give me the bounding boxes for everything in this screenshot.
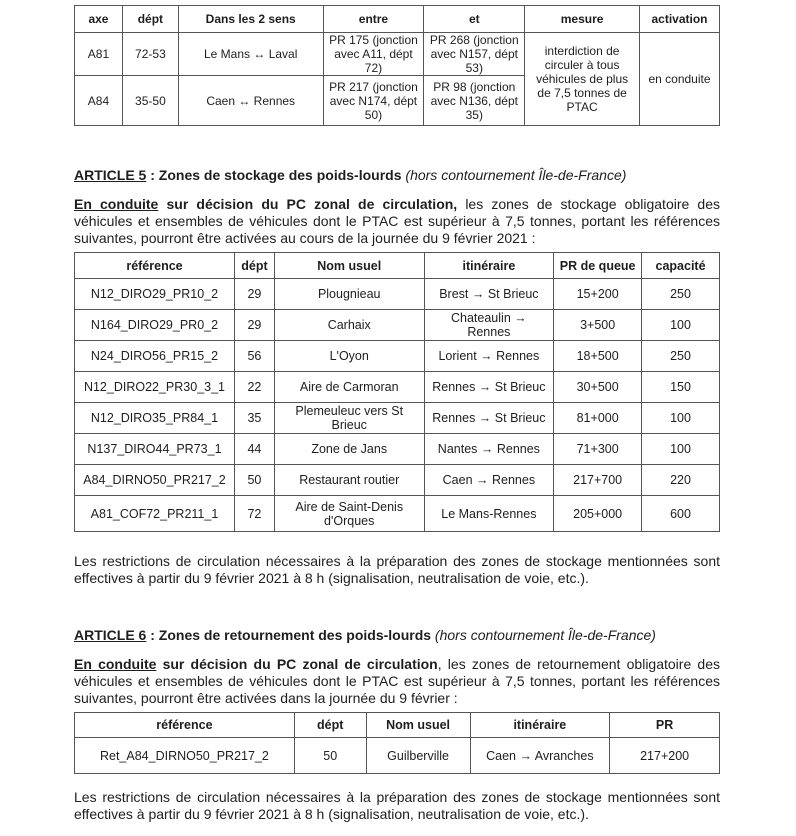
column-header: PR de queue <box>554 253 642 279</box>
cell-reference: N12_DIRO35_PR84_1 <box>75 403 235 434</box>
cell-capacite: 220 <box>642 465 720 496</box>
cell-reference: Ret_A84_DIRNO50_PR217_2 <box>75 738 295 774</box>
cell-nom: L'Oyon <box>274 341 424 372</box>
column-header: et <box>424 6 525 33</box>
cell-itineraire: Rennes → St Brieuc <box>424 403 554 434</box>
table-row <box>75 372 720 403</box>
cell-nom: Zone de Jans <box>274 434 424 465</box>
cell-dept: 22 <box>234 372 274 403</box>
cell-pr: 217+200 <box>610 738 720 774</box>
intro-underlined: En conduite <box>74 656 157 672</box>
cell-reference: A81_COF72_PR211_1 <box>75 496 235 532</box>
cell-reference: N137_DIRO44_PR73_1 <box>75 434 235 465</box>
cell-itineraire: Brest → St Brieuc <box>424 279 554 310</box>
cell-dept: 29 <box>234 310 274 341</box>
cell-itineraire: Rennes → St Brieuc <box>424 372 554 403</box>
table-header-row <box>75 6 720 33</box>
intro-underlined: En conduite <box>74 196 159 212</box>
column-header: mesure <box>525 6 640 33</box>
cell-entre: PR 217 (jonction avec N174, dépt 50) <box>323 76 424 126</box>
column-header: référence <box>75 253 235 279</box>
cell-capacite: 100 <box>642 403 720 434</box>
table-row <box>75 434 720 465</box>
cell-dept: 44 <box>234 434 274 465</box>
column-header: dépt <box>122 6 178 33</box>
table-row <box>75 738 720 774</box>
cell-pr: 3+500 <box>554 310 642 341</box>
article-6-heading <box>74 627 656 643</box>
cell-nom: Aire de Saint-Denis d'Orques <box>274 496 424 532</box>
cell-dept: 72-53 <box>122 33 178 76</box>
column-header: axe <box>75 6 123 33</box>
cell-activation: en conduite <box>640 33 720 126</box>
cell-capacite: 150 <box>642 372 720 403</box>
cell-capacite: 600 <box>642 496 720 532</box>
intro-bold: sur décision du PC zonal de circulation, <box>158 196 458 212</box>
cell-nom: Plemeuleuc vers St Brieuc <box>274 403 424 434</box>
column-header: entre <box>323 6 424 33</box>
cell-et: PR 98 (jonction avec N136, dépt 35) <box>424 76 525 126</box>
table-row <box>75 33 720 76</box>
article-label: ARTICLE 6 <box>74 627 147 643</box>
table-row <box>75 310 720 341</box>
table-header-row <box>75 253 720 279</box>
cell-dept: 50 <box>234 465 274 496</box>
cell-pr: 81+000 <box>554 403 642 434</box>
cell-dept: 35-50 <box>122 76 178 126</box>
article-title: : Zones de stockage des poids-lourds <box>146 167 402 183</box>
cell-pr: 30+500 <box>554 372 642 403</box>
cell-sens: Le Mans ↔ Laval <box>178 33 323 76</box>
cell-reference: A84_DIRNO50_PR217_2 <box>75 465 235 496</box>
table-row <box>75 403 720 434</box>
article-5-intro <box>74 196 720 247</box>
cell-sens: Caen ↔ Rennes <box>178 76 323 126</box>
cell-et: PR 268 (jonction avec N157, dépt 53) <box>424 33 525 76</box>
cell-nom: Carhaix <box>274 310 424 341</box>
cell-reference: N164_DIRO29_PR0_2 <box>75 310 235 341</box>
cell-capacite: 100 <box>642 434 720 465</box>
article-title: : Zones de retournement des poids-lourds <box>146 627 432 643</box>
cell-capacite: 100 <box>642 310 720 341</box>
cell-pr: 18+500 <box>554 341 642 372</box>
column-header: référence <box>75 713 295 738</box>
column-header: Nom usuel <box>366 713 470 738</box>
cell-dept: 56 <box>234 341 274 372</box>
turnaround-zones-table <box>74 712 720 774</box>
cell-mesure: interdiction de circuler à tous véhicules de plus de 7,5 tonnes de PTAC <box>525 33 640 126</box>
cell-itineraire: Le Mans-Rennes <box>424 496 554 532</box>
intro-text: les zones de stockage obligatoire des véhicules et ensembles de véhicules dont le PTAC est supérieur à 7,5 tonnes, portant les références suivantes, pourront être activées au cours de la journée du 9 février 2021 : <box>74 196 720 246</box>
column-header: dépt <box>294 713 366 738</box>
column-header: itinéraire <box>424 253 554 279</box>
article-5-outro: Les restrictions de circulation nécessaires à la préparation des zones de stockage mentionnées sont effectives à partir du 9 février 2021 à 8 h (signalisation, neutralisation de voie, etc.). <box>74 553 720 586</box>
cell-capacite: 250 <box>642 341 720 372</box>
article-6-intro <box>74 656 720 707</box>
cell-axe: A81 <box>75 33 123 76</box>
column-header: activation <box>640 6 720 33</box>
column-header: capacité <box>642 253 720 279</box>
cell-entre: PR 175 (jonction avec A11, dépt 72) <box>323 33 424 76</box>
cell-reference: N12_DIRO29_PR10_2 <box>75 279 235 310</box>
cell-dept: 72 <box>234 496 274 532</box>
cell-nom: Aire de Carmoran <box>274 372 424 403</box>
cell-itineraire: Caen → Rennes <box>424 465 554 496</box>
cell-pr: 217+700 <box>554 465 642 496</box>
column-header: Dans les 2 sens <box>178 6 323 33</box>
intro-bold: sur décision du PC zonal de circulation <box>156 656 438 672</box>
table-header-row <box>75 713 720 738</box>
cell-reference: N12_DIRO22_PR30_3_1 <box>75 372 235 403</box>
table-row <box>75 465 720 496</box>
storage-zones-table <box>74 252 720 532</box>
article-label: ARTICLE 5 <box>74 167 147 183</box>
column-header: PR <box>610 713 720 738</box>
restriction-table <box>74 5 720 126</box>
cell-dept: 35 <box>234 403 274 434</box>
cell-capacite: 250 <box>642 279 720 310</box>
column-header: dépt <box>234 253 274 279</box>
cell-pr: 15+200 <box>554 279 642 310</box>
table-row <box>75 279 720 310</box>
cell-dept: 50 <box>294 738 366 774</box>
article-6-outro: Les restrictions de circulation nécessaires à la préparation des zones de stockage mentionnées sont effectives à partir du 9 février 2021 à 8 h (signalisation, neutralisation de voie, etc.). <box>74 789 720 822</box>
intro-text: , les zones de retournement obligatoire des véhicules et ensembles de véhicules dont le PTAC est supérieur à 7,5 tonnes, portant les références suivantes, pourront être activées dans la journée du 9 février : <box>74 656 720 706</box>
table-row <box>75 496 720 532</box>
cell-dept: 29 <box>234 279 274 310</box>
cell-itineraire: Caen → Avranches <box>470 738 610 774</box>
column-header: Nom usuel <box>274 253 424 279</box>
article-note: (hors contournement Île-de-France) <box>401 167 627 183</box>
article-5-heading <box>74 167 626 183</box>
article-note: (hors contournement Île-de-France) <box>431 627 656 643</box>
cell-pr: 71+300 <box>554 434 642 465</box>
cell-itineraire: Chateaulin → Rennes <box>424 310 554 341</box>
cell-itineraire: Lorient → Rennes <box>424 341 554 372</box>
cell-pr: 205+000 <box>554 496 642 532</box>
cell-nom: Guilberville <box>366 738 470 774</box>
cell-reference: N24_DIRO56_PR15_2 <box>75 341 235 372</box>
column-header: itinéraire <box>470 713 610 738</box>
cell-nom: Restaurant routier <box>274 465 424 496</box>
table-row <box>75 341 720 372</box>
cell-axe: A84 <box>75 76 123 126</box>
cell-nom: Plougnieau <box>274 279 424 310</box>
cell-itineraire: Nantes → Rennes <box>424 434 554 465</box>
